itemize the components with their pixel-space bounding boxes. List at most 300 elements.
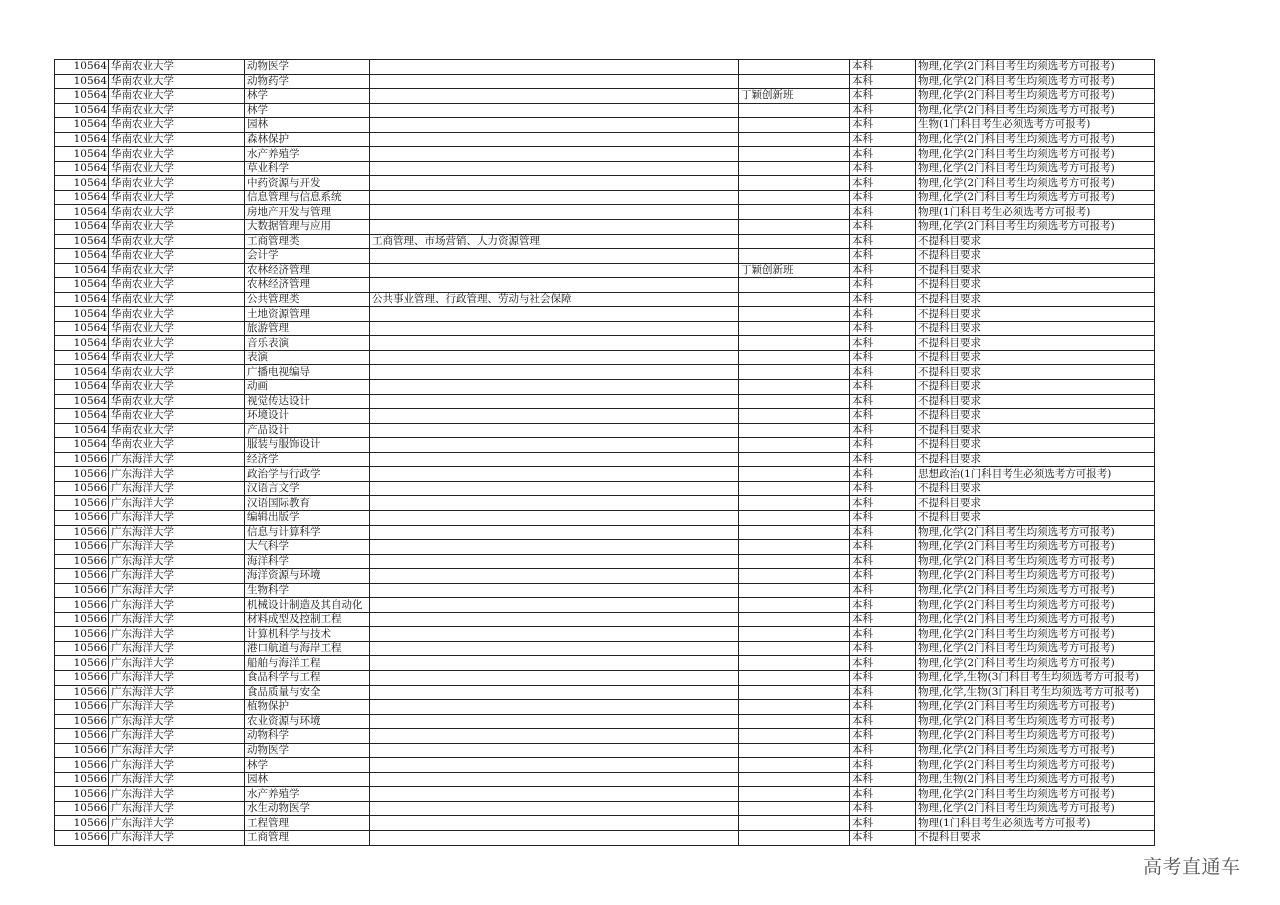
school-code-cell: 10566 bbox=[55, 467, 109, 482]
major-includes-cell bbox=[370, 365, 739, 380]
major-name-cell: 林学 bbox=[245, 103, 370, 118]
table-row bbox=[55, 176, 1155, 191]
note-cell bbox=[739, 510, 850, 525]
note-cell: 丁颖创新班 bbox=[739, 263, 850, 278]
school-name-cell: 广东海洋大学 bbox=[109, 656, 245, 671]
level-cell: 本科 bbox=[850, 205, 916, 220]
note-cell bbox=[739, 525, 850, 540]
school-code-cell: 10566 bbox=[55, 743, 109, 758]
level-cell: 本科 bbox=[850, 132, 916, 147]
school-code-cell: 10564 bbox=[55, 438, 109, 453]
level-cell: 本科 bbox=[850, 714, 916, 729]
note-cell bbox=[739, 612, 850, 627]
subject-requirement-cell: 物理,化学(2门科目考生均须选考方可报考) bbox=[916, 147, 1155, 162]
subject-requirement-cell: 不提科目要求 bbox=[916, 263, 1155, 278]
major-includes-cell bbox=[370, 220, 739, 235]
subject-requirement-cell: 不提科目要求 bbox=[916, 510, 1155, 525]
level-cell: 本科 bbox=[850, 60, 916, 75]
major-includes-cell bbox=[370, 714, 739, 729]
note-cell bbox=[739, 685, 850, 700]
major-name-cell: 信息与计算科学 bbox=[245, 525, 370, 540]
level-cell: 本科 bbox=[850, 394, 916, 409]
major-includes-cell bbox=[370, 569, 739, 584]
table-row bbox=[55, 714, 1155, 729]
school-name-cell: 华南农业大学 bbox=[109, 423, 245, 438]
level-cell: 本科 bbox=[850, 627, 916, 642]
note-cell bbox=[739, 743, 850, 758]
major-name-cell: 食品科学与工程 bbox=[245, 670, 370, 685]
table-row bbox=[55, 438, 1155, 453]
school-name-cell: 广东海洋大学 bbox=[109, 772, 245, 787]
major-includes-cell bbox=[370, 700, 739, 715]
note-cell bbox=[739, 714, 850, 729]
major-includes-cell bbox=[370, 801, 739, 816]
level-cell: 本科 bbox=[850, 583, 916, 598]
note-cell bbox=[739, 569, 850, 584]
major-includes-cell bbox=[370, 496, 739, 511]
level-cell: 本科 bbox=[850, 656, 916, 671]
level-cell: 本科 bbox=[850, 380, 916, 395]
school-code-cell: 10566 bbox=[55, 510, 109, 525]
school-code-cell: 10564 bbox=[55, 380, 109, 395]
subject-requirement-cell: 物理,化学(2门科目考生均须选考方可报考) bbox=[916, 656, 1155, 671]
level-cell: 本科 bbox=[850, 467, 916, 482]
major-name-cell: 水产养殖学 bbox=[245, 147, 370, 162]
level-cell: 本科 bbox=[850, 670, 916, 685]
major-name-cell: 工商管理类 bbox=[245, 234, 370, 249]
subject-requirement-cell: 不提科目要求 bbox=[916, 365, 1155, 380]
table-row bbox=[55, 670, 1155, 685]
school-code-cell: 10566 bbox=[55, 583, 109, 598]
major-includes-cell bbox=[370, 132, 739, 147]
level-cell: 本科 bbox=[850, 758, 916, 773]
school-code-cell: 10566 bbox=[55, 656, 109, 671]
note-cell bbox=[739, 278, 850, 293]
level-cell: 本科 bbox=[850, 234, 916, 249]
subject-requirement-cell: 物理(1门科目考生必须选考方可报考) bbox=[916, 205, 1155, 220]
major-name-cell: 农林经济管理 bbox=[245, 263, 370, 278]
level-cell: 本科 bbox=[850, 307, 916, 322]
level-cell: 本科 bbox=[850, 641, 916, 656]
school-code-cell: 10564 bbox=[55, 350, 109, 365]
note-cell bbox=[739, 656, 850, 671]
major-includes-cell bbox=[370, 627, 739, 642]
subject-requirement-cell: 物理,化学(2门科目考生均须选考方可报考) bbox=[916, 583, 1155, 598]
note-cell bbox=[739, 147, 850, 162]
subject-requirement-cell: 物理,化学(2门科目考生均须选考方可报考) bbox=[916, 161, 1155, 176]
level-cell: 本科 bbox=[850, 321, 916, 336]
level-cell: 本科 bbox=[850, 190, 916, 205]
school-name-cell: 华南农业大学 bbox=[109, 176, 245, 191]
major-name-cell: 土地资源管理 bbox=[245, 307, 370, 322]
school-name-cell: 广东海洋大学 bbox=[109, 612, 245, 627]
level-cell: 本科 bbox=[850, 801, 916, 816]
note-cell bbox=[739, 103, 850, 118]
subject-requirement-cell: 不提科目要求 bbox=[916, 830, 1155, 845]
note-cell bbox=[739, 118, 850, 133]
major-includes-cell bbox=[370, 670, 739, 685]
level-cell: 本科 bbox=[850, 423, 916, 438]
school-name-cell: 华南农业大学 bbox=[109, 60, 245, 75]
major-name-cell: 大数据管理与应用 bbox=[245, 220, 370, 235]
school-code-cell: 10566 bbox=[55, 787, 109, 802]
school-code-cell: 10566 bbox=[55, 670, 109, 685]
major-name-cell: 政治学与行政学 bbox=[245, 467, 370, 482]
school-code-cell: 10564 bbox=[55, 103, 109, 118]
major-includes-cell bbox=[370, 452, 739, 467]
major-includes-cell bbox=[370, 685, 739, 700]
level-cell: 本科 bbox=[850, 612, 916, 627]
major-includes-cell bbox=[370, 249, 739, 264]
major-name-cell: 中药资源与开发 bbox=[245, 176, 370, 191]
major-name-cell: 园林 bbox=[245, 118, 370, 133]
note-cell bbox=[739, 452, 850, 467]
school-code-cell: 10566 bbox=[55, 685, 109, 700]
subject-requirement-cell: 物理,化学(2门科目考生均须选考方可报考) bbox=[916, 89, 1155, 104]
level-cell: 本科 bbox=[850, 249, 916, 264]
major-name-cell: 汉语言文学 bbox=[245, 481, 370, 496]
subject-requirement-cell: 不提科目要求 bbox=[916, 423, 1155, 438]
subject-requirement-cell: 物理,化学(2门科目考生均须选考方可报考) bbox=[916, 612, 1155, 627]
table-row bbox=[55, 612, 1155, 627]
level-cell: 本科 bbox=[850, 89, 916, 104]
school-name-cell: 华南农业大学 bbox=[109, 263, 245, 278]
subject-requirement-cell: 生物(1门科目考生必须选考方可报考) bbox=[916, 118, 1155, 133]
level-cell: 本科 bbox=[850, 729, 916, 744]
level-cell: 本科 bbox=[850, 350, 916, 365]
table-row bbox=[55, 132, 1155, 147]
table-row bbox=[55, 525, 1155, 540]
level-cell: 本科 bbox=[850, 103, 916, 118]
school-name-cell: 广东海洋大学 bbox=[109, 685, 245, 700]
school-code-cell: 10564 bbox=[55, 190, 109, 205]
major-name-cell: 水产养殖学 bbox=[245, 787, 370, 802]
note-cell bbox=[739, 350, 850, 365]
school-name-cell: 广东海洋大学 bbox=[109, 729, 245, 744]
note-cell bbox=[739, 307, 850, 322]
subject-requirement-cell: 物理,化学(2门科目考生均须选考方可报考) bbox=[916, 700, 1155, 715]
school-name-cell: 广东海洋大学 bbox=[109, 496, 245, 511]
school-code-cell: 10566 bbox=[55, 496, 109, 511]
note-cell bbox=[739, 132, 850, 147]
major-name-cell: 房地产开发与管理 bbox=[245, 205, 370, 220]
note-cell bbox=[739, 234, 850, 249]
table-row bbox=[55, 103, 1155, 118]
school-name-cell: 广东海洋大学 bbox=[109, 554, 245, 569]
note-cell bbox=[739, 161, 850, 176]
table-row bbox=[55, 830, 1155, 845]
school-code-cell: 10564 bbox=[55, 161, 109, 176]
table-row bbox=[55, 700, 1155, 715]
school-name-cell: 华南农业大学 bbox=[109, 321, 245, 336]
table-row bbox=[55, 540, 1155, 555]
subject-requirement-cell: 物理,化学(2门科目考生均须选考方可报考) bbox=[916, 176, 1155, 191]
school-name-cell: 华南农业大学 bbox=[109, 292, 245, 307]
school-code-cell: 10566 bbox=[55, 758, 109, 773]
table-row bbox=[55, 278, 1155, 293]
school-code-cell: 10564 bbox=[55, 409, 109, 424]
table-row bbox=[55, 816, 1155, 831]
major-includes-cell bbox=[370, 190, 739, 205]
note-cell bbox=[739, 598, 850, 613]
major-name-cell: 海洋科学 bbox=[245, 554, 370, 569]
table-row bbox=[55, 801, 1155, 816]
major-name-cell: 工程管理 bbox=[245, 816, 370, 831]
school-name-cell: 华南农业大学 bbox=[109, 350, 245, 365]
note-cell bbox=[739, 816, 850, 831]
subject-requirement-cell: 不提科目要求 bbox=[916, 380, 1155, 395]
school-name-cell: 广东海洋大学 bbox=[109, 525, 245, 540]
school-name-cell: 华南农业大学 bbox=[109, 409, 245, 424]
subject-requirement-cell: 物理,生物(2门科目考生均须选考方可报考) bbox=[916, 772, 1155, 787]
level-cell: 本科 bbox=[850, 700, 916, 715]
school-name-cell: 华南农业大学 bbox=[109, 147, 245, 162]
subject-requirement-cell: 思想政治(1门科目考生必须选考方可报考) bbox=[916, 467, 1155, 482]
note-cell bbox=[739, 729, 850, 744]
note-cell bbox=[739, 554, 850, 569]
table-body bbox=[55, 60, 1155, 846]
level-cell: 本科 bbox=[850, 147, 916, 162]
note-cell bbox=[739, 481, 850, 496]
level-cell: 本科 bbox=[850, 510, 916, 525]
major-name-cell: 农业资源与环境 bbox=[245, 714, 370, 729]
school-name-cell: 华南农业大学 bbox=[109, 307, 245, 322]
subject-requirement-cell: 不提科目要求 bbox=[916, 307, 1155, 322]
school-code-cell: 10564 bbox=[55, 292, 109, 307]
table-row bbox=[55, 758, 1155, 773]
note-cell bbox=[739, 336, 850, 351]
subject-requirement-cell: 物理,化学(2门科目考生均须选考方可报考) bbox=[916, 743, 1155, 758]
note-cell bbox=[739, 627, 850, 642]
major-name-cell: 公共管理类 bbox=[245, 292, 370, 307]
major-includes-cell bbox=[370, 60, 739, 75]
major-includes-cell bbox=[370, 540, 739, 555]
major-includes-cell bbox=[370, 278, 739, 293]
major-includes-cell bbox=[370, 510, 739, 525]
subject-requirement-cell: 不提科目要求 bbox=[916, 321, 1155, 336]
major-name-cell: 服装与服饰设计 bbox=[245, 438, 370, 453]
school-code-cell: 10564 bbox=[55, 263, 109, 278]
school-code-cell: 10564 bbox=[55, 423, 109, 438]
major-name-cell: 动物药学 bbox=[245, 74, 370, 89]
major-name-cell: 机械设计制造及其自动化 bbox=[245, 598, 370, 613]
table-row bbox=[55, 394, 1155, 409]
major-includes-cell bbox=[370, 89, 739, 104]
major-includes-cell bbox=[370, 729, 739, 744]
school-code-cell: 10566 bbox=[55, 540, 109, 555]
school-name-cell: 广东海洋大学 bbox=[109, 787, 245, 802]
note-cell bbox=[739, 700, 850, 715]
level-cell: 本科 bbox=[850, 569, 916, 584]
school-code-cell: 10566 bbox=[55, 801, 109, 816]
note-cell: 丁颖创新班 bbox=[739, 89, 850, 104]
subject-requirement-cell: 不提科目要求 bbox=[916, 394, 1155, 409]
major-name-cell: 视觉传达设计 bbox=[245, 394, 370, 409]
school-code-cell: 10564 bbox=[55, 118, 109, 133]
major-name-cell: 草业科学 bbox=[245, 161, 370, 176]
table-row bbox=[55, 598, 1155, 613]
major-includes-cell bbox=[370, 118, 739, 133]
school-code-cell: 10564 bbox=[55, 307, 109, 322]
school-name-cell: 华南农业大学 bbox=[109, 132, 245, 147]
school-name-cell: 广东海洋大学 bbox=[109, 569, 245, 584]
table-row bbox=[55, 234, 1155, 249]
table-row bbox=[55, 118, 1155, 133]
level-cell: 本科 bbox=[850, 496, 916, 511]
note-cell bbox=[739, 249, 850, 264]
school-code-cell: 10564 bbox=[55, 176, 109, 191]
major-name-cell: 动物医学 bbox=[245, 743, 370, 758]
subject-requirement-cell: 不提科目要求 bbox=[916, 278, 1155, 293]
table-row bbox=[55, 627, 1155, 642]
note-cell bbox=[739, 365, 850, 380]
school-code-cell: 10566 bbox=[55, 569, 109, 584]
note-cell bbox=[739, 176, 850, 191]
table-row bbox=[55, 220, 1155, 235]
school-name-cell: 华南农业大学 bbox=[109, 220, 245, 235]
table-row bbox=[55, 510, 1155, 525]
major-name-cell: 园林 bbox=[245, 772, 370, 787]
subject-requirement-cell: 物理,化学(2门科目考生均须选考方可报考) bbox=[916, 60, 1155, 75]
subject-requirement-cell: 不提科目要求 bbox=[916, 481, 1155, 496]
major-name-cell: 水生动物医学 bbox=[245, 801, 370, 816]
major-name-cell: 经济学 bbox=[245, 452, 370, 467]
table-row bbox=[55, 190, 1155, 205]
level-cell: 本科 bbox=[850, 220, 916, 235]
table-row bbox=[55, 467, 1155, 482]
table-row bbox=[55, 787, 1155, 802]
school-name-cell: 华南农业大学 bbox=[109, 74, 245, 89]
table-row bbox=[55, 380, 1155, 395]
level-cell: 本科 bbox=[850, 292, 916, 307]
school-code-cell: 10566 bbox=[55, 830, 109, 845]
major-includes-cell bbox=[370, 263, 739, 278]
table-row bbox=[55, 350, 1155, 365]
school-name-cell: 广东海洋大学 bbox=[109, 583, 245, 598]
note-cell bbox=[739, 321, 850, 336]
school-name-cell: 华南农业大学 bbox=[109, 336, 245, 351]
school-name-cell: 华南农业大学 bbox=[109, 365, 245, 380]
subject-requirement-cell: 物理,化学(2门科目考生均须选考方可报考) bbox=[916, 103, 1155, 118]
subject-requirement-cell: 不提科目要求 bbox=[916, 452, 1155, 467]
level-cell: 本科 bbox=[850, 830, 916, 845]
school-code-cell: 10566 bbox=[55, 598, 109, 613]
table-row bbox=[55, 641, 1155, 656]
major-name-cell: 汉语国际教育 bbox=[245, 496, 370, 511]
major-includes-cell bbox=[370, 307, 739, 322]
school-name-cell: 广东海洋大学 bbox=[109, 670, 245, 685]
table-row bbox=[55, 409, 1155, 424]
note-cell bbox=[739, 787, 850, 802]
level-cell: 本科 bbox=[850, 540, 916, 555]
table-row bbox=[55, 743, 1155, 758]
major-includes-cell bbox=[370, 147, 739, 162]
table-row bbox=[55, 249, 1155, 264]
note-cell bbox=[739, 772, 850, 787]
subject-requirement-cell: 物理,化学(2门科目考生均须选考方可报考) bbox=[916, 525, 1155, 540]
note-cell bbox=[739, 220, 850, 235]
school-name-cell: 广东海洋大学 bbox=[109, 452, 245, 467]
major-name-cell: 大气科学 bbox=[245, 540, 370, 555]
note-cell bbox=[739, 205, 850, 220]
level-cell: 本科 bbox=[850, 598, 916, 613]
school-code-cell: 10564 bbox=[55, 321, 109, 336]
note-cell bbox=[739, 423, 850, 438]
major-includes-cell bbox=[370, 176, 739, 191]
major-name-cell: 旅游管理 bbox=[245, 321, 370, 336]
school-code-cell: 10564 bbox=[55, 336, 109, 351]
level-cell: 本科 bbox=[850, 74, 916, 89]
table-row bbox=[55, 423, 1155, 438]
subject-requirement-cell: 物理,化学(2门科目考生均须选考方可报考) bbox=[916, 627, 1155, 642]
note-cell bbox=[739, 380, 850, 395]
school-code-cell: 10564 bbox=[55, 249, 109, 264]
subject-requirement-cell: 物理,化学(2门科目考生均须选考方可报考) bbox=[916, 540, 1155, 555]
table-row bbox=[55, 554, 1155, 569]
level-cell: 本科 bbox=[850, 278, 916, 293]
major-name-cell: 森林保护 bbox=[245, 132, 370, 147]
major-includes-cell bbox=[370, 103, 739, 118]
note-cell bbox=[739, 394, 850, 409]
table-row bbox=[55, 729, 1155, 744]
table-row bbox=[55, 147, 1155, 162]
school-name-cell: 广东海洋大学 bbox=[109, 540, 245, 555]
major-name-cell: 编辑出版学 bbox=[245, 510, 370, 525]
school-name-cell: 华南农业大学 bbox=[109, 394, 245, 409]
major-includes-cell bbox=[370, 380, 739, 395]
major-includes-cell bbox=[370, 74, 739, 89]
school-code-cell: 10564 bbox=[55, 147, 109, 162]
major-name-cell: 信息管理与信息系统 bbox=[245, 190, 370, 205]
school-code-cell: 10566 bbox=[55, 714, 109, 729]
school-name-cell: 华南农业大学 bbox=[109, 249, 245, 264]
table-row bbox=[55, 583, 1155, 598]
table-row bbox=[55, 656, 1155, 671]
level-cell: 本科 bbox=[850, 685, 916, 700]
major-name-cell: 环境设计 bbox=[245, 409, 370, 424]
school-code-cell: 10566 bbox=[55, 525, 109, 540]
table-row bbox=[55, 292, 1155, 307]
school-code-cell: 10566 bbox=[55, 452, 109, 467]
school-name-cell: 广东海洋大学 bbox=[109, 627, 245, 642]
major-name-cell: 食品质量与安全 bbox=[245, 685, 370, 700]
major-name-cell: 海洋资源与环境 bbox=[245, 569, 370, 584]
major-name-cell: 生物科学 bbox=[245, 583, 370, 598]
school-name-cell: 广东海洋大学 bbox=[109, 758, 245, 773]
school-name-cell: 广东海洋大学 bbox=[109, 700, 245, 715]
table-row bbox=[55, 481, 1155, 496]
subject-requirement-cell: 不提科目要求 bbox=[916, 409, 1155, 424]
table-row bbox=[55, 336, 1155, 351]
major-includes-cell bbox=[370, 336, 739, 351]
level-cell: 本科 bbox=[850, 481, 916, 496]
school-code-cell: 10566 bbox=[55, 612, 109, 627]
school-name-cell: 华南农业大学 bbox=[109, 234, 245, 249]
subject-requirement-cell: 物理,化学(2门科目考生均须选考方可报考) bbox=[916, 758, 1155, 773]
watermark-text: 高考直通车 bbox=[1143, 856, 1241, 878]
level-cell: 本科 bbox=[850, 438, 916, 453]
table-row bbox=[55, 569, 1155, 584]
major-includes-cell: 公共事业管理、行政管理、劳动与社会保障 bbox=[370, 292, 739, 307]
subject-requirement-cell: 不提科目要求 bbox=[916, 438, 1155, 453]
subject-requirement-cell: 不提科目要求 bbox=[916, 496, 1155, 511]
school-name-cell: 广东海洋大学 bbox=[109, 830, 245, 845]
school-code-cell: 10564 bbox=[55, 234, 109, 249]
school-code-cell: 10566 bbox=[55, 641, 109, 656]
major-includes-cell bbox=[370, 772, 739, 787]
level-cell: 本科 bbox=[850, 161, 916, 176]
level-cell: 本科 bbox=[850, 336, 916, 351]
